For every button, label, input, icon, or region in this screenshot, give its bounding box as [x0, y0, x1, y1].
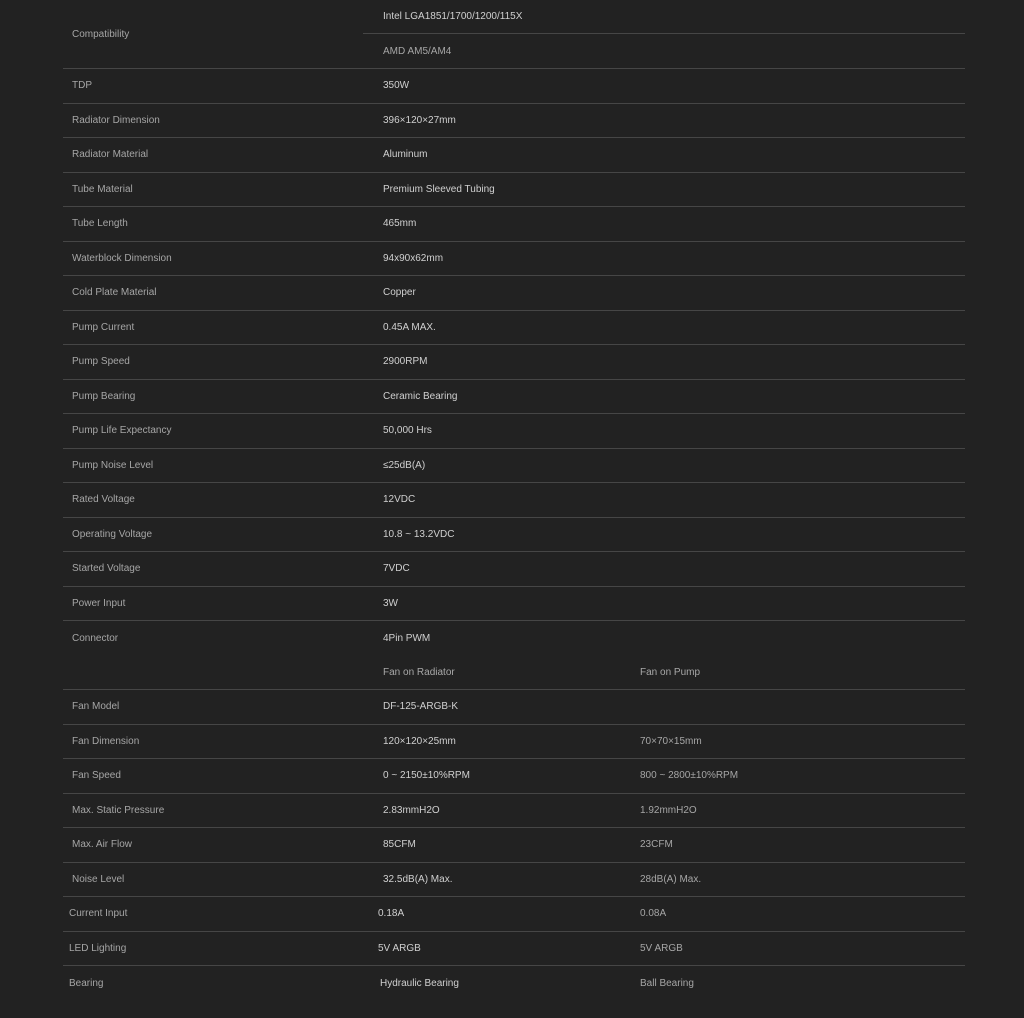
fan-row: [63, 897, 965, 932]
fan-row: [63, 828, 965, 863]
spec-value: 0.45A MAX.: [383, 321, 436, 333]
spec-row: [63, 242, 965, 277]
spec-value: Ceramic Bearing: [383, 390, 458, 402]
spec-label: Waterblock Dimension: [72, 252, 172, 264]
spec-value: Copper: [383, 287, 416, 299]
spec-value: Premium Sleeved Tubing: [383, 183, 495, 195]
fan-row: [63, 759, 965, 794]
spec-label: Tube Material: [72, 183, 133, 195]
fan-label: LED Lighting: [69, 942, 127, 954]
fan-radiator-value: 0.18A: [378, 908, 405, 920]
spec-label: Connector: [72, 632, 119, 644]
fan-radiator-value: 32.5dB(A) Max.: [383, 873, 453, 885]
spec-value: 2900RPM: [383, 356, 428, 368]
spec-row: [63, 449, 965, 484]
fan-row: [63, 932, 965, 967]
spec-label: Radiator Dimension: [72, 114, 160, 126]
spec-label: TDP: [72, 80, 92, 92]
fan-pump-value: 1.92mmH2O: [640, 804, 697, 816]
fan-radiator-value: 5V ARGB: [378, 942, 421, 954]
fan-label: Max. Air Flow: [72, 839, 133, 851]
spec-label: Compatibility: [72, 28, 130, 40]
spec-row: [63, 552, 965, 587]
spec-label: Tube Length: [72, 218, 128, 230]
spec-value: 10.8 ~ 13.2VDC: [383, 528, 455, 540]
fan-radiator-value: Hydraulic Bearing: [380, 977, 459, 989]
spec-row: [63, 173, 965, 208]
spec-label: Rated Voltage: [72, 494, 135, 506]
fan-radiator-value: 2.83mmH2O: [383, 804, 440, 816]
spec-row: [63, 380, 965, 415]
fan-row: [63, 794, 965, 829]
spec-value: 4Pin PWM: [383, 632, 431, 644]
fan-radiator-value: 120×120×25mm: [383, 735, 456, 747]
spec-label: Pump Life Expectancy: [72, 425, 172, 437]
spec-label: Operating Voltage: [72, 528, 153, 540]
spec-value: 94x90x62mm: [383, 252, 444, 264]
spec-table: [63, 10, 965, 1001]
spec-row: [63, 483, 965, 518]
fan-header-row: [63, 656, 965, 691]
spec-row: [63, 621, 965, 656]
fan-radiator-value: 85CFM: [383, 839, 416, 851]
fan-row: [63, 690, 965, 725]
spec-row: [63, 69, 965, 104]
compatibility-row: [63, 0, 965, 69]
fan-label: Fan Model: [72, 701, 120, 713]
fan-pump-value: 800 ~ 2800±10%RPM: [640, 770, 739, 782]
spec-row: [63, 276, 965, 311]
spec-row: [63, 345, 965, 380]
spec-value: 12VDC: [383, 494, 416, 506]
compatibility-amd: AMD AM5/AM4: [383, 45, 452, 57]
fan-label: Bearing: [69, 977, 104, 989]
spec-label: Pump Noise Level: [72, 459, 154, 471]
spec-value: 465mm: [383, 218, 417, 230]
fan-pump-value: Ball Bearing: [640, 977, 694, 989]
spec-row: [63, 138, 965, 173]
spec-value: Aluminum: [383, 149, 428, 161]
fan-header-radiator: Fan on Radiator: [383, 666, 455, 678]
spec-value: 3W: [383, 597, 398, 609]
spec-row: [63, 414, 965, 449]
spec-row: [63, 311, 965, 346]
spec-row: [63, 587, 965, 622]
spec-label: Pump Speed: [72, 356, 130, 368]
compatibility-values: [363, 0, 965, 68]
fan-row: [63, 966, 965, 1001]
spec-row: [63, 104, 965, 139]
fan-label: Current Input: [69, 908, 128, 920]
fan-row: [63, 863, 965, 898]
spec-value: 50,000 Hrs: [383, 425, 432, 437]
fan-pump-value: 70×70×15mm: [640, 735, 702, 747]
fan-row: [63, 725, 965, 760]
fan-pump-value: 0.08A: [640, 908, 667, 920]
spec-value: 396×120×27mm: [383, 114, 456, 126]
fan-header-pump: Fan on Pump: [640, 666, 701, 678]
spec-value: ≤25dB(A): [383, 459, 426, 471]
spec-row: [63, 518, 965, 553]
spec-label: Radiator Material: [72, 149, 149, 161]
fan-label: Fan Dimension: [72, 735, 140, 747]
fan-pump-value: 28dB(A) Max.: [640, 873, 702, 885]
fan-radiator-value: DF-125-ARGB-K: [383, 701, 459, 713]
compatibility-intel: Intel LGA1851/1700/1200/115X: [363, 0, 965, 34]
spec-row: [63, 207, 965, 242]
spec-label: Cold Plate Material: [72, 287, 157, 299]
spec-label: Power Input: [72, 597, 126, 609]
spec-label: Started Voltage: [72, 563, 141, 575]
spec-value: 7VDC: [383, 563, 410, 575]
spec-label: Pump Current: [72, 321, 135, 333]
fan-label: Max. Static Pressure: [72, 804, 165, 816]
spec-value: 350W: [383, 80, 410, 92]
fan-pump-value: 23CFM: [640, 839, 673, 851]
fan-pump-value: 5V ARGB: [640, 942, 683, 954]
fan-label: Noise Level: [72, 873, 125, 885]
fan-label: Fan Speed: [72, 770, 121, 782]
spec-label: Pump Bearing: [72, 390, 136, 402]
fan-radiator-value: 0 ~ 2150±10%RPM: [383, 770, 470, 782]
